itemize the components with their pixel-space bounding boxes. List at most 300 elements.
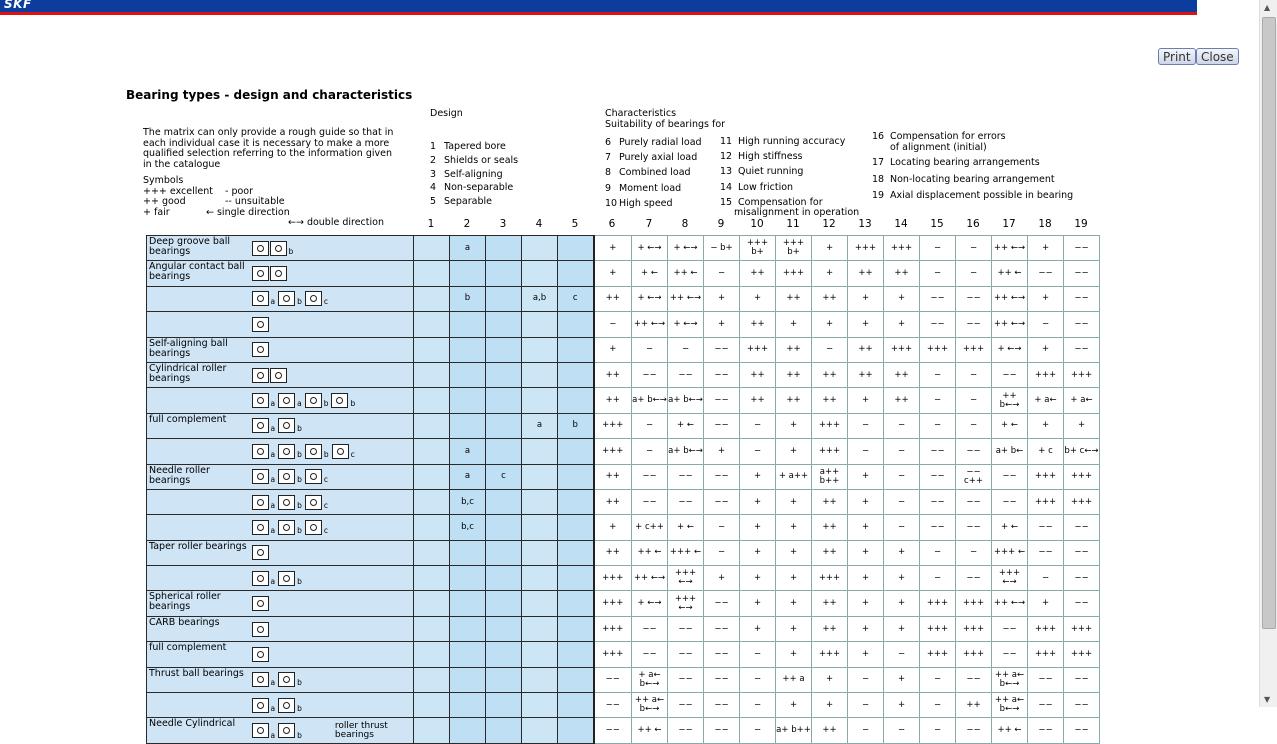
matrix-cell xyxy=(776,362,812,387)
bearing-name: Cylindrical roller bearings xyxy=(147,362,250,387)
matrix-cell xyxy=(558,642,594,667)
matrix-cell xyxy=(848,667,884,692)
variant-label: b xyxy=(297,500,302,510)
matrix-cell xyxy=(812,388,848,413)
matrix-cell xyxy=(486,489,522,514)
legend-label: Non-locating bearing arrangement xyxy=(890,173,1055,185)
cell-rating: −− xyxy=(1074,725,1089,736)
matrix-cell xyxy=(920,591,956,616)
cell-rating: + xyxy=(609,268,617,279)
matrix-cell xyxy=(1064,413,1100,438)
bearing-name xyxy=(147,566,250,591)
cell-rating: + xyxy=(861,496,870,507)
cell-rating: − xyxy=(753,648,762,659)
vertical-scrollbar[interactable] xyxy=(1259,0,1277,707)
cell-rating: −− xyxy=(714,471,729,482)
matrix-cell xyxy=(1028,261,1064,286)
variant-label: b xyxy=(297,449,302,459)
matrix-cell xyxy=(486,236,522,261)
cell-rating: + xyxy=(861,318,870,329)
matrix-cell xyxy=(884,667,920,692)
variant-label: c xyxy=(323,525,328,535)
cell-rating: +++ xyxy=(818,572,841,583)
cell-rating: ++ xyxy=(822,521,837,532)
matrix-cell xyxy=(812,261,848,286)
bearing-diagram-icon xyxy=(252,368,269,383)
matrix-cell xyxy=(740,236,776,261)
cell-rating: − xyxy=(933,369,942,380)
matrix-cell xyxy=(848,337,884,362)
symbol-left: +++ excellent xyxy=(143,185,213,197)
legend-number: 15 xyxy=(720,196,733,208)
cell-rating: − b+ xyxy=(710,242,733,253)
matrix-cell xyxy=(594,388,632,413)
matrix-cell xyxy=(522,362,558,387)
matrix-cell xyxy=(992,337,1028,362)
bearing-name: Taper roller bearings xyxy=(147,540,250,565)
matrix-cell xyxy=(486,540,522,565)
matrix-cell xyxy=(1028,439,1064,464)
matrix-cell xyxy=(450,464,486,489)
matrix-cell xyxy=(1028,337,1064,362)
matrix-cell xyxy=(486,312,522,337)
matrix-cell xyxy=(992,693,1028,718)
matrix-cell xyxy=(812,413,848,438)
bearing-diagrams xyxy=(250,642,414,667)
matrix-cell xyxy=(704,540,740,565)
matrix-cell xyxy=(450,616,486,641)
matrix-cell xyxy=(920,464,956,489)
cell-rating: − xyxy=(861,725,870,736)
bearing-diagrams xyxy=(250,566,414,591)
matrix-cell xyxy=(558,566,594,591)
matrix-cell xyxy=(594,566,632,591)
matrix-cell xyxy=(414,337,450,362)
matrix-cell xyxy=(632,540,668,565)
matrix-cell xyxy=(414,693,450,718)
legend-number: 2 xyxy=(430,154,437,166)
matrix-cell xyxy=(704,489,740,514)
brand-bar xyxy=(0,0,1197,12)
matrix-cell xyxy=(740,261,776,286)
matrix-cell xyxy=(920,439,956,464)
cell-rating: − xyxy=(969,268,978,279)
cell-rating: b,c xyxy=(461,496,474,507)
matrix-cell xyxy=(522,566,558,591)
legend-number: 4 xyxy=(430,182,437,194)
cell-rating: ++ xyxy=(894,395,909,406)
legend-number: 8 xyxy=(605,167,612,179)
cell-rating: + ←→ xyxy=(637,598,662,609)
cell-rating: +++ xyxy=(602,648,624,659)
cell-rating: + xyxy=(609,521,617,532)
close-button[interactable]: Close xyxy=(1196,48,1239,65)
matrix-cell xyxy=(594,718,632,743)
matrix-cell xyxy=(920,642,956,667)
matrix-cell xyxy=(704,261,740,286)
symbols-heading: Symbols xyxy=(143,175,184,186)
matrix-cell xyxy=(740,413,776,438)
legend-item xyxy=(720,180,859,195)
cell-rating: ++ xyxy=(786,344,801,355)
cell-rating: − xyxy=(969,547,978,558)
table-row xyxy=(147,388,1100,413)
cell-rating: b xyxy=(572,420,578,431)
matrix-cell xyxy=(740,337,776,362)
legend-item xyxy=(430,168,518,182)
matrix-cell xyxy=(1064,566,1100,591)
cell-rating: + xyxy=(897,293,906,304)
matrix-cell xyxy=(740,642,776,667)
scroll-thumb[interactable] xyxy=(1262,17,1276,629)
matrix-cell xyxy=(956,236,992,261)
matrix-cell xyxy=(884,540,920,565)
variant-label: b xyxy=(350,399,356,409)
cell-rating: +++ xyxy=(962,648,985,659)
cell-rating: − xyxy=(969,420,978,431)
cell-rating: ++ xyxy=(822,293,837,304)
bearing-name xyxy=(147,312,250,337)
matrix-cell xyxy=(992,515,1028,540)
bearing-diagram-icon xyxy=(252,469,269,484)
matrix-cell xyxy=(450,261,486,286)
cell-rating: −− xyxy=(966,674,981,685)
cell-rating: − xyxy=(933,547,942,558)
matrix-cell xyxy=(992,591,1028,616)
matrix-cell xyxy=(522,667,558,692)
matrix-cell xyxy=(776,489,812,514)
matrix-cell xyxy=(632,591,668,616)
matrix-cell xyxy=(1064,591,1100,616)
intro-line: The matrix can only provide a rough guide so that in xyxy=(143,127,394,138)
page-title: Bearing types - design and characteristics xyxy=(126,88,413,102)
variant-label: a xyxy=(270,730,276,740)
matrix-cell xyxy=(920,489,956,514)
bearing-name xyxy=(147,693,250,718)
matrix-cell xyxy=(848,515,884,540)
cell-rating: + xyxy=(753,471,762,482)
scroll-up-icon[interactable]: ▲ xyxy=(1264,3,1271,12)
cell-rating: + xyxy=(789,318,798,329)
cell-rating: a+ b←→ xyxy=(632,395,667,406)
matrix-cell xyxy=(522,312,558,337)
matrix-cell xyxy=(632,718,668,743)
matrix-cell xyxy=(558,388,594,413)
cell-rating: a xyxy=(464,242,471,253)
cell-rating: + xyxy=(1041,293,1050,304)
matrix-cell xyxy=(594,286,632,311)
cell-rating: + ←→ xyxy=(637,242,662,253)
cell-rating: +++ b+ xyxy=(782,238,805,258)
matrix-cell xyxy=(414,312,450,337)
matrix-cell xyxy=(594,693,632,718)
matrix-cell xyxy=(594,464,632,489)
column-number: 17 xyxy=(1002,218,1016,230)
cell-rating: ++ xyxy=(750,318,765,329)
cell-rating: −− xyxy=(1038,699,1053,710)
cell-rating: −− xyxy=(1038,674,1053,685)
matrix-cell xyxy=(920,388,956,413)
table-row xyxy=(147,591,1100,616)
cell-rating: + xyxy=(753,572,762,583)
bearing-diagram-icon xyxy=(252,596,269,611)
cell-rating: −− xyxy=(1002,496,1017,507)
cell-rating: + xyxy=(789,648,798,659)
cell-rating: − xyxy=(933,268,942,279)
matrix-cell xyxy=(704,693,740,718)
matrix-cell xyxy=(884,566,920,591)
matrix-cell xyxy=(486,515,522,540)
legend-number: 16 xyxy=(872,131,885,142)
matrix-cell xyxy=(704,362,740,387)
cell-rating: + xyxy=(789,521,798,532)
cell-rating: +++ ←→ xyxy=(674,568,697,588)
matrix-cell xyxy=(992,362,1028,387)
matrix-cell xyxy=(1028,642,1064,667)
matrix-cell xyxy=(848,718,884,743)
legend-label: misalignment in operation xyxy=(734,207,860,219)
matrix-cell xyxy=(884,337,920,362)
bearing-diagram-icon xyxy=(278,698,295,713)
cell-rating: −− xyxy=(678,725,693,736)
matrix-cell xyxy=(704,413,740,438)
cell-rating: +++ xyxy=(926,623,949,634)
cell-rating: + xyxy=(897,598,906,609)
matrix-cell xyxy=(450,362,486,387)
bearing-name: Thrust ball bearings xyxy=(147,667,250,692)
matrix-cell xyxy=(848,312,884,337)
cell-rating: + xyxy=(1041,598,1050,609)
matrix-cell xyxy=(668,413,704,438)
cell-rating: −− c++ xyxy=(964,466,983,486)
matrix-cell xyxy=(884,616,920,641)
cell-rating: + xyxy=(825,674,834,685)
matrix-cell xyxy=(956,642,992,667)
matrix-cell xyxy=(1028,489,1064,514)
bearing-diagram-icon xyxy=(278,291,295,306)
bearing-name: CARB bearings xyxy=(147,616,250,641)
matrix-cell xyxy=(594,337,632,362)
cell-rating: + xyxy=(789,598,798,609)
cell-rating: ++ xyxy=(894,268,909,279)
cell-rating: −− xyxy=(1002,471,1017,482)
cell-rating: − xyxy=(969,369,978,380)
bearing-diagrams xyxy=(250,236,414,261)
table-row xyxy=(147,464,1100,489)
matrix-cell xyxy=(704,667,740,692)
matrix-cell xyxy=(522,591,558,616)
matrix-cell xyxy=(956,413,992,438)
bearing-name xyxy=(147,388,250,413)
matrix-cell xyxy=(594,591,632,616)
matrix-cell xyxy=(414,489,450,514)
variant-label: a xyxy=(297,399,302,409)
cell-rating: −− xyxy=(966,521,981,532)
cell-rating: − xyxy=(1041,318,1050,329)
bearing-diagrams xyxy=(250,540,414,565)
matrix-cell xyxy=(1064,540,1100,565)
cell-rating: + xyxy=(717,572,726,583)
matrix-cell xyxy=(450,642,486,667)
matrix-cell xyxy=(558,591,594,616)
legend-label: Combined load xyxy=(619,167,691,179)
variant-label: b xyxy=(323,449,329,459)
cell-rating: −− xyxy=(678,471,693,482)
matrix-cell xyxy=(522,515,558,540)
cell-rating: − xyxy=(753,420,762,431)
cell-rating: +++ xyxy=(890,242,913,253)
matrix-cell xyxy=(956,693,992,718)
cell-rating: −− xyxy=(1074,293,1089,304)
matrix-cell xyxy=(450,312,486,337)
cell-rating: +++ xyxy=(602,572,624,583)
matrix-cell xyxy=(740,286,776,311)
legend-item xyxy=(720,149,859,164)
matrix-cell xyxy=(1028,667,1064,692)
cell-rating: +++ ←→ xyxy=(998,568,1021,588)
bearing-diagrams xyxy=(250,439,414,464)
variant-note: roller thrust bearings xyxy=(334,720,388,740)
cell-rating: +++ xyxy=(1034,369,1057,380)
matrix-cell xyxy=(632,464,668,489)
variant-label: a xyxy=(270,500,276,510)
cell-rating: + xyxy=(861,471,870,482)
bearing-diagram-icon xyxy=(252,418,269,433)
matrix-cell xyxy=(812,439,848,464)
bearing-diagram-icon xyxy=(270,266,287,281)
matrix-cell xyxy=(848,642,884,667)
matrix-cell xyxy=(704,337,740,362)
matrix-cell xyxy=(740,566,776,591)
column-number: 4 xyxy=(535,218,543,230)
matrix-cell xyxy=(1028,312,1064,337)
print-button[interactable]: Print xyxy=(1158,48,1196,65)
matrix-cell xyxy=(450,667,486,692)
cell-rating: ++ ←→ xyxy=(633,318,666,329)
column-number: 12 xyxy=(822,218,836,230)
matrix-cell xyxy=(1064,312,1100,337)
matrix-cell xyxy=(668,464,704,489)
cell-rating: +++ xyxy=(926,598,949,609)
column-number: 3 xyxy=(499,218,507,230)
matrix-cell xyxy=(740,312,776,337)
bearing-diagram-icon xyxy=(278,571,295,586)
legend-label: Non-separable xyxy=(444,182,514,194)
bearing-diagram-icon xyxy=(270,368,287,383)
cell-rating: + ← xyxy=(1001,420,1018,431)
matrix-cell xyxy=(594,261,632,286)
symbol-left: + fair xyxy=(143,206,170,218)
matrix-cell xyxy=(632,566,668,591)
cell-rating: −− xyxy=(642,369,657,380)
matrix-cell xyxy=(776,464,812,489)
bearing-diagram-icon xyxy=(305,495,322,510)
legend-item xyxy=(605,150,702,165)
cell-rating: −− xyxy=(966,496,981,507)
cell-rating: −− xyxy=(678,699,693,710)
legend-label: Low friction xyxy=(738,181,794,193)
matrix-cell xyxy=(632,236,668,261)
matrix-cell xyxy=(414,236,450,261)
matrix-cell xyxy=(450,286,486,311)
matrix-cell xyxy=(740,515,776,540)
legend-number: 13 xyxy=(720,166,733,178)
matrix-cell xyxy=(956,667,992,692)
matrix-cell xyxy=(522,236,558,261)
matrix-cell xyxy=(414,591,450,616)
cell-rating: ++ xyxy=(858,344,873,355)
matrix-cell xyxy=(776,693,812,718)
bearing-diagrams xyxy=(250,388,414,413)
legend-number: 1 xyxy=(430,141,437,152)
bearing-name: full complement xyxy=(147,413,250,438)
matrix-cell xyxy=(668,566,704,591)
cell-rating: −− xyxy=(678,648,693,659)
legend-number: 3 xyxy=(430,168,437,180)
matrix-cell xyxy=(558,693,594,718)
variant-label: a xyxy=(270,475,276,485)
matrix-cell xyxy=(884,591,920,616)
matrix-cell xyxy=(558,464,594,489)
cell-rating: + xyxy=(717,293,726,304)
matrix-cell xyxy=(668,515,704,540)
bearing-diagram-icon xyxy=(252,647,269,662)
scroll-down-icon[interactable]: ▼ xyxy=(1264,695,1271,704)
matrix-cell xyxy=(812,489,848,514)
cell-rating: a++ b++ xyxy=(819,466,840,486)
cell-rating: ++ xyxy=(605,496,620,507)
matrix-cell xyxy=(812,642,848,667)
cell-rating: + a++ xyxy=(778,471,809,482)
cell-rating: −− xyxy=(605,725,620,736)
cell-rating: +++ xyxy=(1034,623,1057,634)
bearing-diagram-icon xyxy=(252,342,269,357)
cell-rating: ++ ←→ xyxy=(993,293,1026,304)
matrix-cell xyxy=(486,362,522,387)
table-row xyxy=(147,566,1100,591)
legend-item xyxy=(605,181,702,196)
matrix-cell xyxy=(956,718,992,743)
cell-rating: c xyxy=(501,471,506,482)
cell-rating: ++ xyxy=(605,547,620,558)
cell-rating: −− xyxy=(714,699,729,710)
matrix-cell xyxy=(668,261,704,286)
symbols-row xyxy=(143,218,384,229)
legend-label: High speed xyxy=(619,197,673,209)
cell-rating: + xyxy=(1077,420,1086,431)
cell-rating: + xyxy=(753,496,762,507)
matrix-cell xyxy=(884,515,920,540)
matrix-cell xyxy=(884,362,920,387)
matrix-cell xyxy=(594,236,632,261)
legend-label: Moment load xyxy=(619,182,682,194)
matrix-cell xyxy=(884,413,920,438)
cell-rating: − xyxy=(897,496,906,507)
cell-rating: −− xyxy=(714,674,729,685)
matrix-cell xyxy=(486,261,522,286)
legend-number: 17 xyxy=(872,157,885,168)
legend-number: 12 xyxy=(720,151,733,163)
matrix-cell xyxy=(812,236,848,261)
matrix-cell xyxy=(486,286,522,311)
bearing-diagram-icon xyxy=(252,241,269,256)
matrix-cell xyxy=(668,591,704,616)
cell-rating: ++ xyxy=(605,395,620,406)
intro-line: each individual case it is necessary to make a more xyxy=(143,137,390,149)
variant-label: b xyxy=(297,297,302,307)
cell-rating: ++ a← b←→ xyxy=(634,695,665,715)
matrix-cell xyxy=(450,540,486,565)
